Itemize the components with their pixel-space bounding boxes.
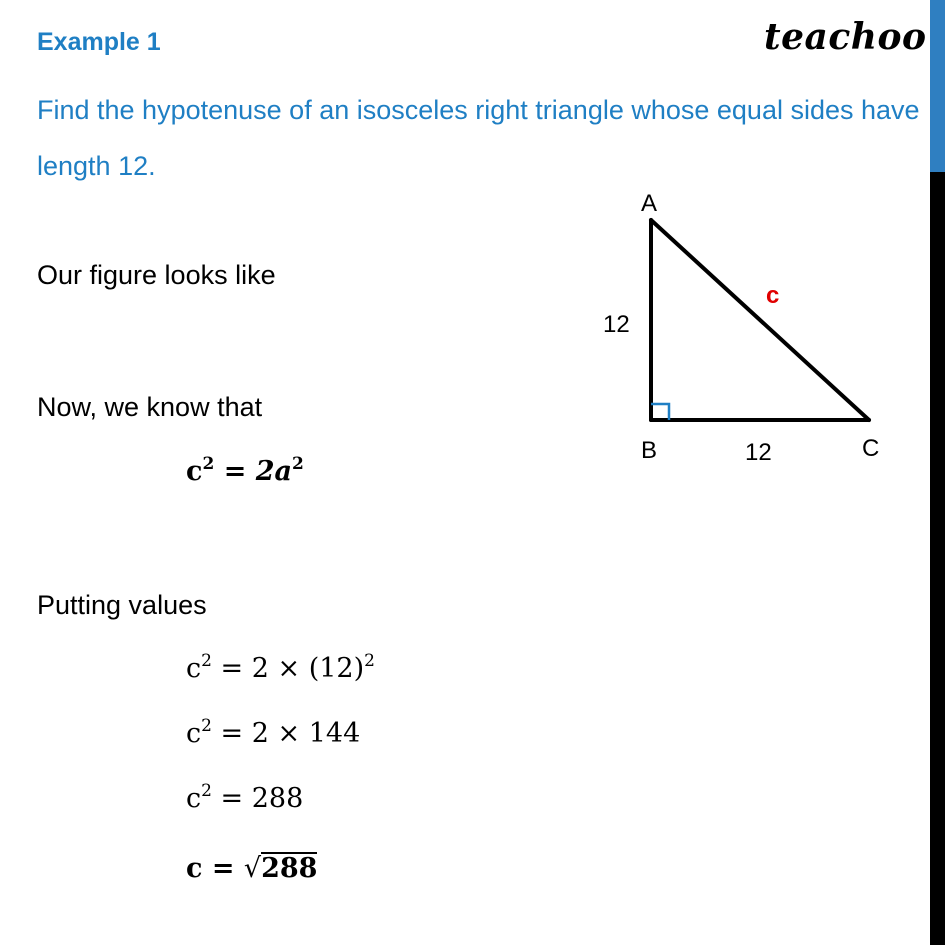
vertex-c-label: C: [862, 435, 880, 462]
result-radicand: 288: [261, 853, 318, 884]
vertex-a-label: A: [641, 190, 658, 217]
know-that-text: Now, we know that: [37, 392, 263, 422]
step3-rhs: = 288: [211, 783, 304, 814]
triangle-diagram: [590, 185, 910, 475]
result-lhs: c =: [186, 853, 244, 884]
step3-equation: [186, 783, 303, 814]
scrollbar-thumb[interactable]: [930, 0, 945, 172]
formula-lhs-exponent: 2: [202, 454, 215, 474]
side-bc-length-label: 12: [745, 439, 772, 466]
side-ab-length-label: 12: [603, 311, 630, 338]
formula-rhs: = 2a: [214, 456, 293, 487]
vertex-b-label: B: [641, 437, 658, 464]
step2-lhs: c: [186, 718, 202, 749]
step2-lhs-exponent: 2: [201, 716, 212, 736]
step2-rhs: = 2 × 144: [211, 718, 361, 749]
formula-equation: [186, 456, 304, 487]
figure-intro-text: Our figure looks like: [37, 260, 276, 290]
step2-equation: [186, 718, 360, 749]
step1-rhs: = 2 × (12): [211, 653, 365, 684]
hypotenuse-label: c: [766, 282, 780, 309]
step1-lhs-exponent: 2: [201, 651, 212, 671]
step3-lhs-exponent: 2: [201, 781, 212, 801]
step1-lhs: c: [186, 653, 202, 684]
teachoo-logo: teachoo: [764, 16, 927, 58]
radical-sign: √: [243, 853, 262, 884]
question-text: Find the hypotenuse of an isosceles right triangle whose equal sides have length 12.: [37, 95, 920, 181]
step1-equation: [186, 653, 375, 684]
putting-values-text: Putting values: [37, 590, 207, 620]
step3-lhs: c: [186, 783, 202, 814]
scrollbar[interactable]: [930, 0, 945, 945]
formula-lhs: c: [186, 456, 203, 487]
formula-rhs-exponent: 2: [292, 454, 304, 474]
hypotenuse-line: [651, 220, 869, 420]
step1-rhs-exponent: 2: [364, 651, 375, 671]
example-heading: Example 1: [37, 28, 161, 56]
result-equation: [186, 852, 317, 884]
right-angle-marker: [651, 404, 669, 420]
